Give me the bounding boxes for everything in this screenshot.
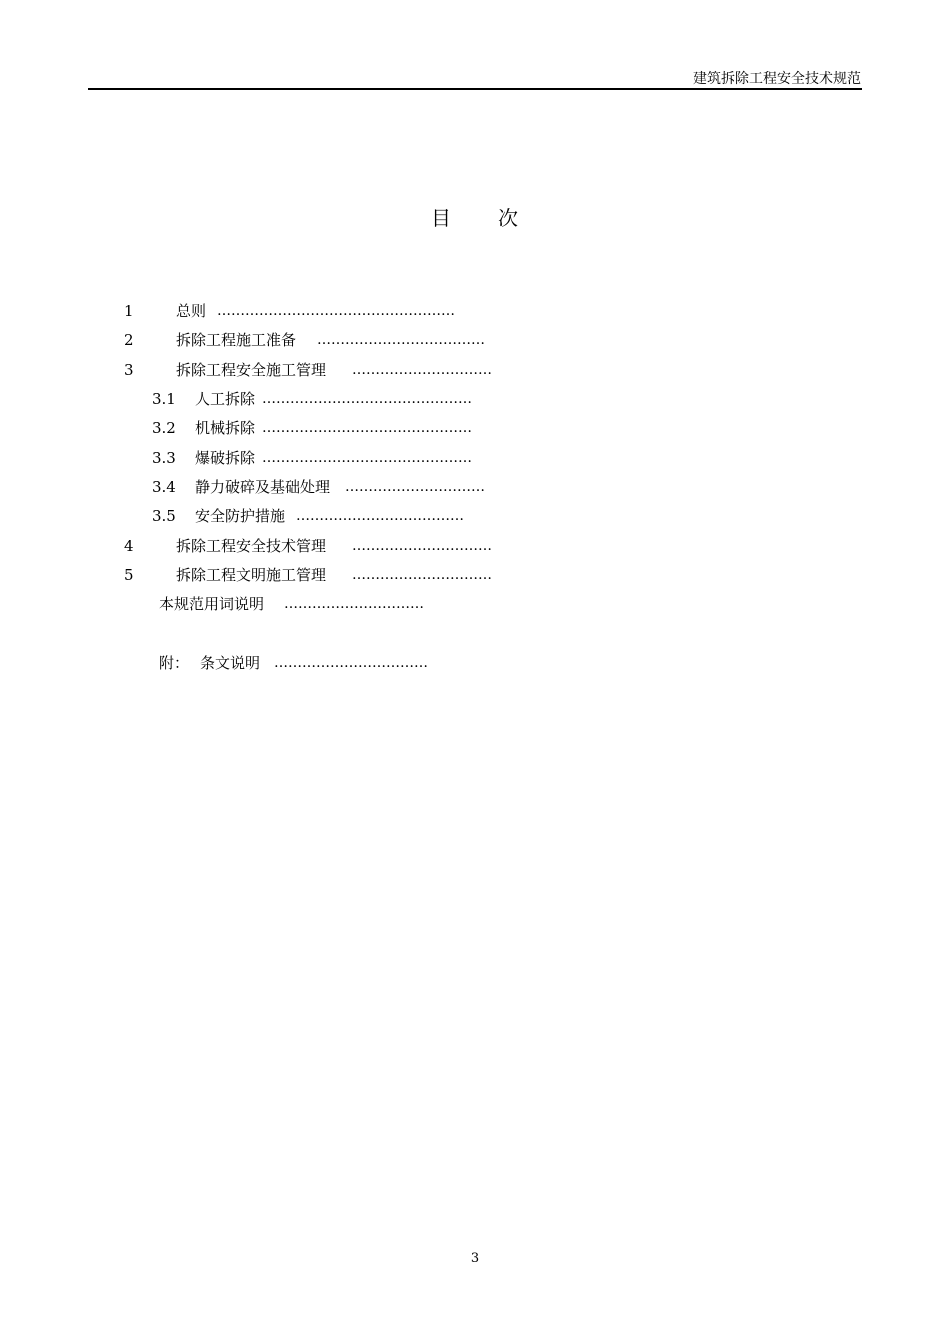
toc-entry-number: 5 [124, 566, 134, 584]
toc-entry-title: 静力破碎及基础处理 [195, 478, 331, 496]
toc-entry-leader: ………………………… [284, 596, 424, 612]
header-document-title: 建筑拆除工程安全技术规范 [693, 71, 861, 87]
toc-entry-leader: ………………………… [352, 538, 492, 554]
toc-entry-leader: …………………………………………… [217, 303, 455, 319]
toc-entry-title: 总则 [176, 302, 207, 320]
toc-entry-number: 3.3 [152, 449, 176, 467]
page-title-char-2: 次 [498, 206, 519, 230]
toc-entry-title: 爆破拆除 [195, 449, 256, 467]
toc-entry-title: 人工拆除 [195, 390, 256, 408]
toc-entry-number: 1 [124, 302, 134, 320]
toc-entry-leader: ……………………………………… [262, 391, 472, 407]
page-number: 3 [470, 1251, 480, 1266]
toc-entry-title: 拆除工程文明施工管理 [176, 566, 327, 584]
toc-entry-leader: ………………………… [352, 362, 492, 378]
toc-entry-title: 拆除工程施工准备 [176, 331, 297, 349]
toc-entry-leader: ……………………………………… [262, 420, 472, 436]
toc-entry-number: 3.1 [152, 390, 176, 408]
toc-entry-number: 3.4 [152, 478, 176, 496]
toc-entry-number: 附： [159, 654, 190, 672]
toc-entry-leader: ………………………… [345, 479, 485, 495]
toc-entry-title: 条文说明 [200, 654, 261, 672]
toc-entry-leader: ……………………………… [317, 332, 485, 348]
toc-entry-leader: ……………………………… [296, 508, 464, 524]
toc-entry-leader: ……………………………………… [262, 450, 472, 466]
toc-entry-title: 机械拆除 [195, 419, 256, 437]
toc-entry-title: 安全防护措施 [195, 507, 286, 525]
toc-entry-leader: ………………………… [352, 567, 492, 583]
toc-entry-number: 3.5 [152, 507, 176, 525]
toc-entry-number: 3 [124, 361, 134, 379]
toc-entry-title: 本规范用词说明 [159, 595, 265, 613]
toc-entry-title: 拆除工程安全技术管理 [176, 537, 327, 555]
toc-entry-leader: …………………………… [274, 655, 428, 671]
toc-entry-number: 4 [124, 537, 134, 555]
toc-entry-number: 2 [124, 331, 134, 349]
toc-entry-title: 拆除工程安全施工管理 [176, 361, 327, 379]
page-title-char-1: 目 [431, 206, 452, 230]
toc-entry-number: 3.2 [152, 419, 176, 437]
